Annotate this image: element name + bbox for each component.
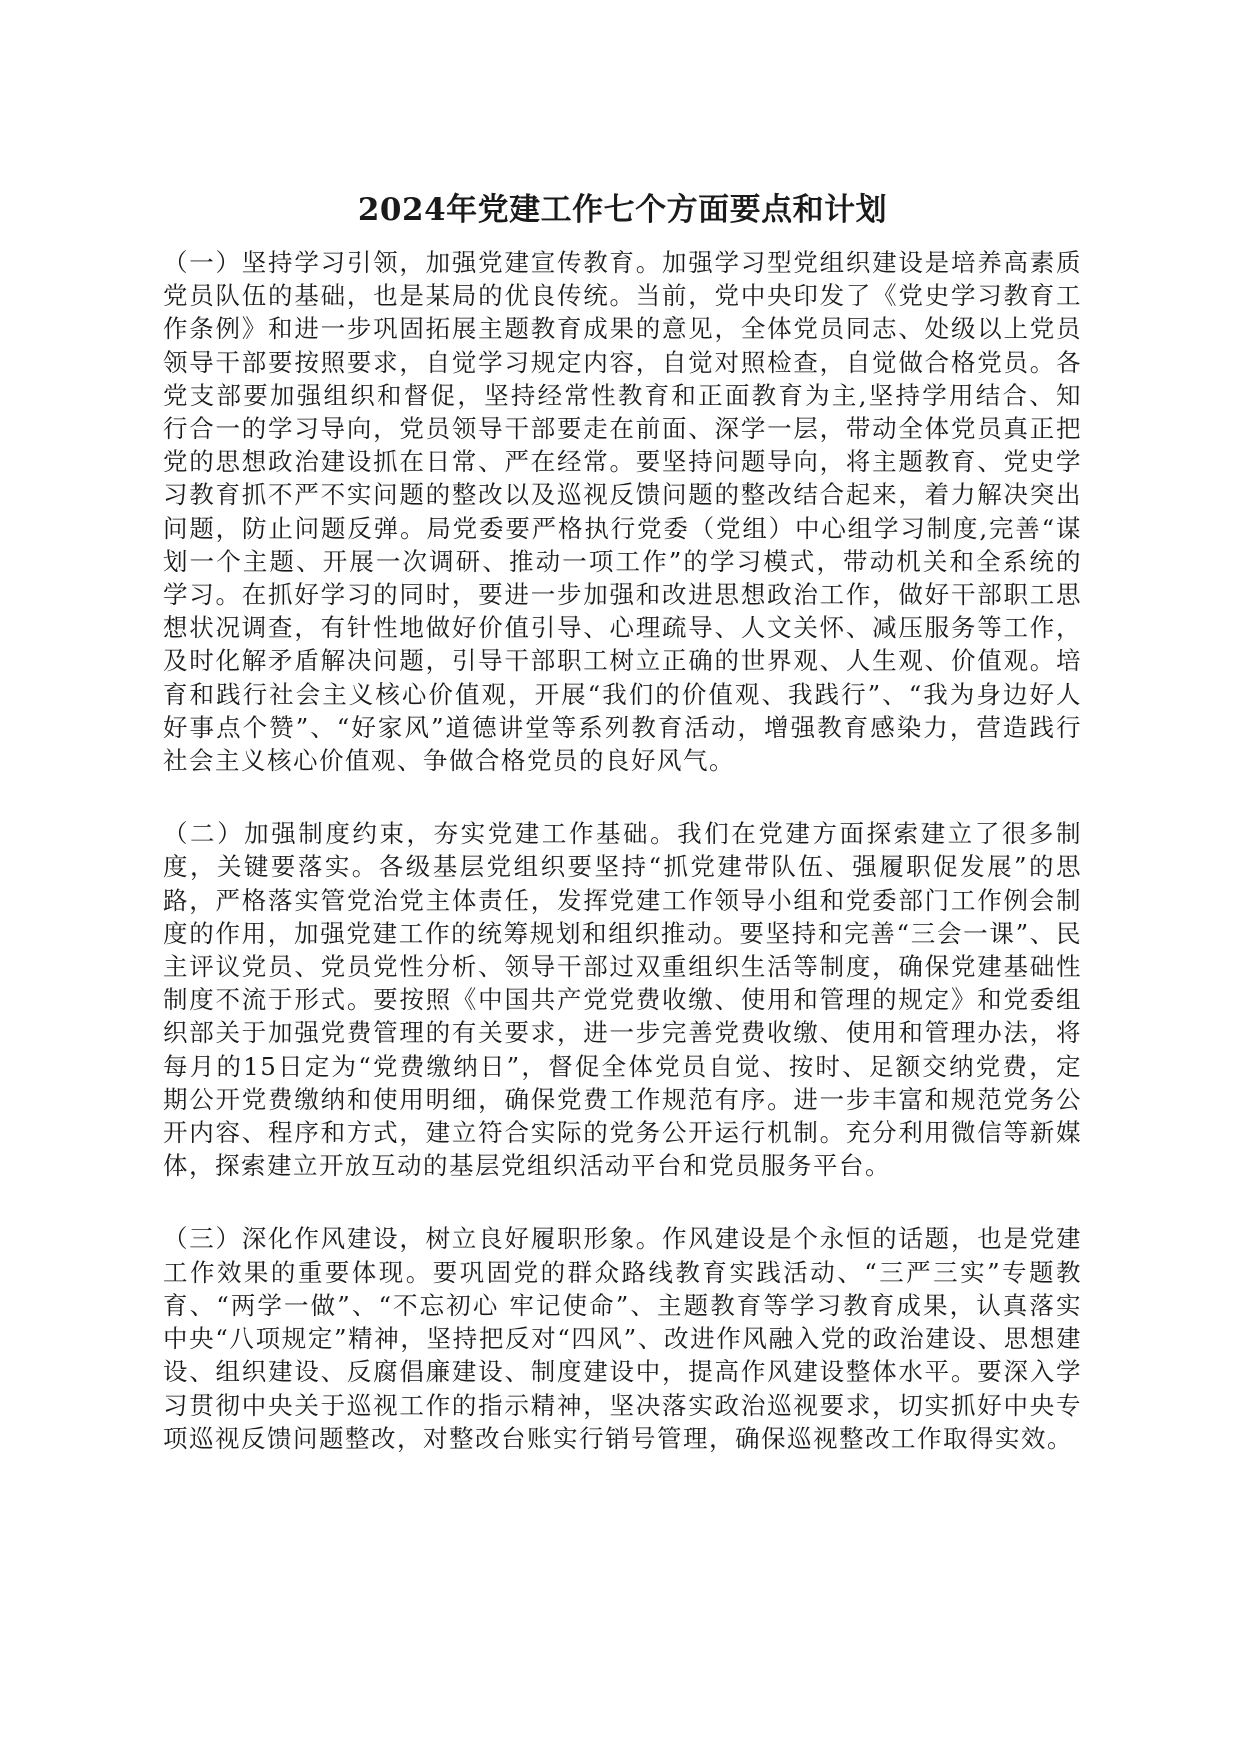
section-one-paragraph: （一）坚持学习引领，加强党建宣传教育。加强学习型党组织建设是培养高素质党员队伍的基础，也是某局的优良传统。当前，党中央印发了《党史学习教育工作条例》和进一步巩固拓展主题教育成果的意见，全体党员同志、处级以上党员领导干部要按照要求，自觉学习规定内容，自觉对照检查，自觉做合格党员。各党支部要加强组织和督促，坚持经常性教育和正面教育为主,坚持学用结合、知行合一的学习导向，党员领导干部要走在前面、深学一层，带动全体党员真正把党的思想政治建设抓在日常、严在经常。要坚持问题导向，将主题教育、党史学习教育抓不严不实问题的整改以及巡视反馈问题的整改结合起来，着力解决突出问题，防止问题反弹。局党委要严格执行党委（党组）中心组学习制度,完善“谋划一个主题、开展一次调研、推动一项工作”的学习模式，带动机关和全系统的学习。在抓好学习的同时，要进一步加强和改进思想政治工作，做好干部职工思想状况调查，有针性地做好价值引导、心理疏导、人文关怀、减压服务等工作，及时化解矛盾解决问题，引导干部职工树立正确的世界观、人生观、价值观。培育和践行社会主义核心价值观，开展“我们的价值观、我践行”、“我为身边好人好事点个赞”、“好家风”道德讲堂等系列教育活动，增强教育感染力，营造践行社会主义核心价值观、争做合格党员的良好风气。 <box>163 248 1082 776</box>
section-three-paragraph: （三）深化作风建设，树立良好履职形象。作风建设是个永恒的话题，也是党建工作效果的重要体现。要巩固党的群众路线教育实践活动、“三严三实”专题教育、“两学一做”、“不忘初心 牢记使命”、主题教育等学习教育成果，认真落实中央“八项规定”精神，坚持把反对“四风”、改进作风融入党的政治建设、思想建设、组织建设、反腐倡廉建设、制度建设中，提高作风建设整体水平。要深入学习贯彻中央关于巡视工作的指示精神，坚决落实政治巡视要求，切实抓好中央专项巡视反馈问题整改，对整改台账实行销号管理，确保巡视整改工作取得实效。 <box>163 1224 1082 1453</box>
document-title: 2024年党建工作七个方面要点和计划 <box>357 192 888 228</box>
section-two-paragraph: （二）加强制度约束，夯实党建工作基础。我们在党建方面探索建立了很多制度，关键要落实。各级基层党组织要坚持“抓党建带队伍、强履职促发展”的思路，严格落实管党治党主体责任，发挥党建工作领导小组和党委部门工作例会制度的作用，加强党建工作的统筹规划和组织推动。要坚持和完善“三会一课”、民主评议党员、党员党性分析、领导干部过双重组织生活等制度，确保党建基础性制度不流于形式。要按照《中国共产党党费收缴、使用和管理的规定》和党委组织部关于加强党费管理的有关要求，进一步完善党费收缴、使用和管理办法，将每月的15日定为“党费缴纳日”，督促全体党员自觉、按时、足额交纳党费，定期公开党费缴纳和使用明细，确保党费工作规范有序。进一步丰富和规范党务公开内容、程序和方式，建立符合实际的党务公开运行机制。充分利用微信等新媒体，探索建立开放互动的基层党组织活动平台和党员服务平台。 <box>163 819 1082 1181</box>
